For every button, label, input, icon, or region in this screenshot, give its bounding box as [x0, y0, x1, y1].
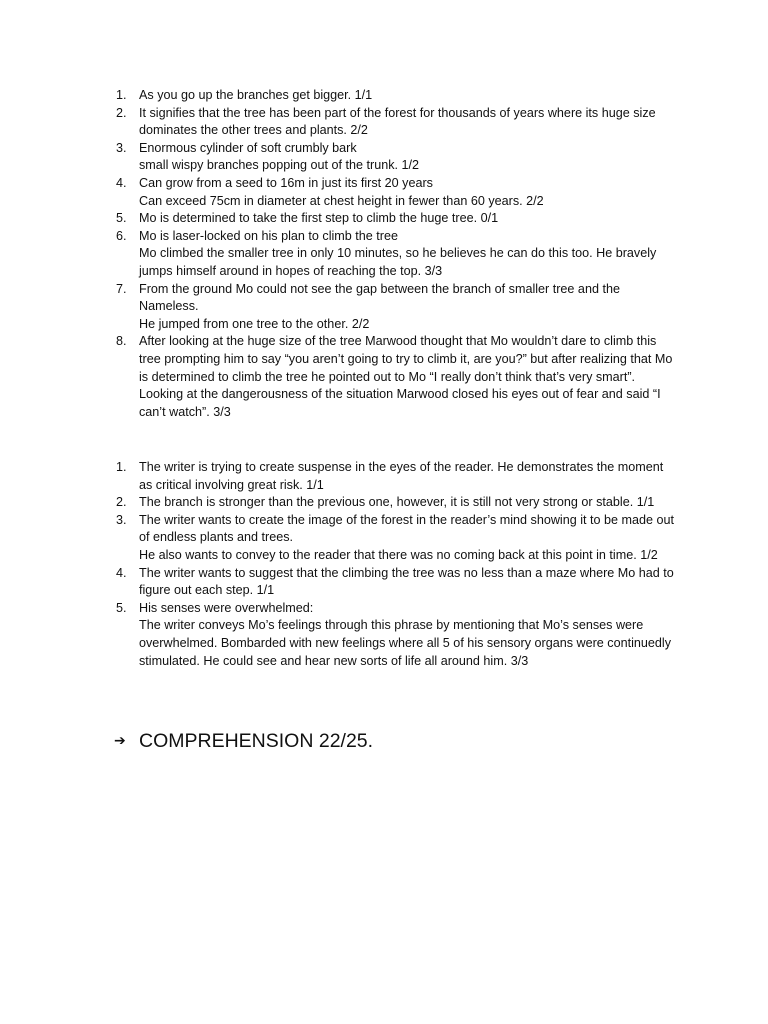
list-item-text: Mo climbed the smaller tree in only 10 minutes, so he believes he can do this too. He bravely jumps himself around in hopes of reaching the top. 3/3	[139, 246, 657, 278]
list-item-number: 5.	[116, 211, 127, 226]
list-item	[112, 281, 680, 334]
list-item	[112, 494, 680, 512]
list-item	[112, 140, 680, 175]
list-item	[112, 210, 680, 228]
list-item-text: He jumped from one tree to the other. 2/2	[139, 316, 370, 331]
list-item-number: 3.	[116, 140, 127, 155]
list-item-text: The writer conveys Mo’s feelings through this phrase by mentioning that Mo’s senses were overwhelmed. Bombarded with new feelings where all 5 of his sensory organs were continuedly stimulated. He could see and hear new sorts of life all around him. 3/3	[139, 618, 672, 668]
list-item-text: Mo is determined to take the first step to climb the huge tree. 0/1	[139, 211, 499, 226]
list-item-number: 4.	[116, 565, 127, 580]
list-item-number: 2.	[116, 105, 127, 120]
list-item	[112, 459, 680, 494]
list-item-text: He also wants to convey to the reader that there was no coming back at this point in time. 1/2	[139, 547, 658, 562]
list-item	[112, 333, 680, 421]
list-item-number: 5.	[116, 600, 127, 615]
list-item-text: As you go up the branches get bigger. 1/1	[139, 88, 373, 102]
list-item-number: 7.	[116, 281, 127, 296]
list-item-text: His senses were overwhelmed:	[139, 600, 314, 615]
list-item-text: The writer wants to create the image of the forest in the reader’s mind showing it to be made out of endless plants and trees.	[139, 512, 675, 545]
list-item	[112, 105, 680, 140]
list-item-text: The writer is trying to create suspense in the eyes of the reader. He demonstrates the moment as critical involving great risk. 1/1	[139, 460, 664, 492]
list-item-number: 4.	[116, 175, 127, 190]
list-item-text: The branch is stronger than the previous one, however, it is still not very strong or stable. 1/1	[139, 495, 655, 510]
list-item-text: The writer wants to suggest that the climbing the tree was no less than a maze where Mo had to figure out each step. 1/1	[139, 565, 674, 598]
list-item	[112, 600, 680, 670]
list-item-number: 3.	[116, 512, 127, 527]
answers-list-2	[112, 459, 680, 670]
list-item-text: Enormous cylinder of soft crumbly bark	[139, 140, 357, 155]
list-item-text: small wispy branches popping out of the trunk. 1/2	[139, 158, 420, 173]
list-item	[112, 175, 680, 210]
list-item-number: 6.	[116, 228, 127, 243]
list-item-text: It signifies that the tree has been part of the forest for thousands of years where its huge size dominates the other trees and plants. 2/2	[139, 105, 656, 138]
list-item	[112, 87, 680, 105]
list-item-text: Can exceed 75cm in diameter at chest height in fewer than 60 years. 2/2	[139, 193, 544, 208]
list-item	[112, 228, 680, 281]
comprehension-score-text: COMPREHENSION 22/25.	[139, 730, 374, 752]
list-item-text: After looking at the huge size of the tree Marwood thought that Mo wouldn’t dare to climb this tree prompting him to say “you aren’t going to try to climb it, are you?” but after realizing that Mo is determined to climb the tree he pointed out to Mo “I really don’t think that’s very smart”. Looking at the dangerousness of the situation Marwood closed his eyes out of fear and said “I can’t watch”. 3/3	[139, 334, 673, 419]
comprehension-score	[114, 728, 674, 753]
list-item-number: 8.	[116, 334, 127, 349]
list-item-text: Can grow from a seed to 16m in just its first 20 years	[139, 175, 433, 190]
list-item-text: From the ground Mo could not see the gap between the branch of smaller tree and the Nameless.	[139, 281, 620, 314]
list-item	[112, 565, 680, 600]
list-item-number: 1.	[116, 460, 127, 474]
list-item-number: 2.	[116, 495, 127, 510]
list-item-text: Mo is laser-locked on his plan to climb the tree	[139, 228, 398, 243]
answers-list-1	[112, 87, 680, 421]
right-arrow-icon: ➔	[114, 732, 126, 748]
list-item-number: 1.	[116, 88, 127, 102]
list-item	[112, 512, 680, 565]
